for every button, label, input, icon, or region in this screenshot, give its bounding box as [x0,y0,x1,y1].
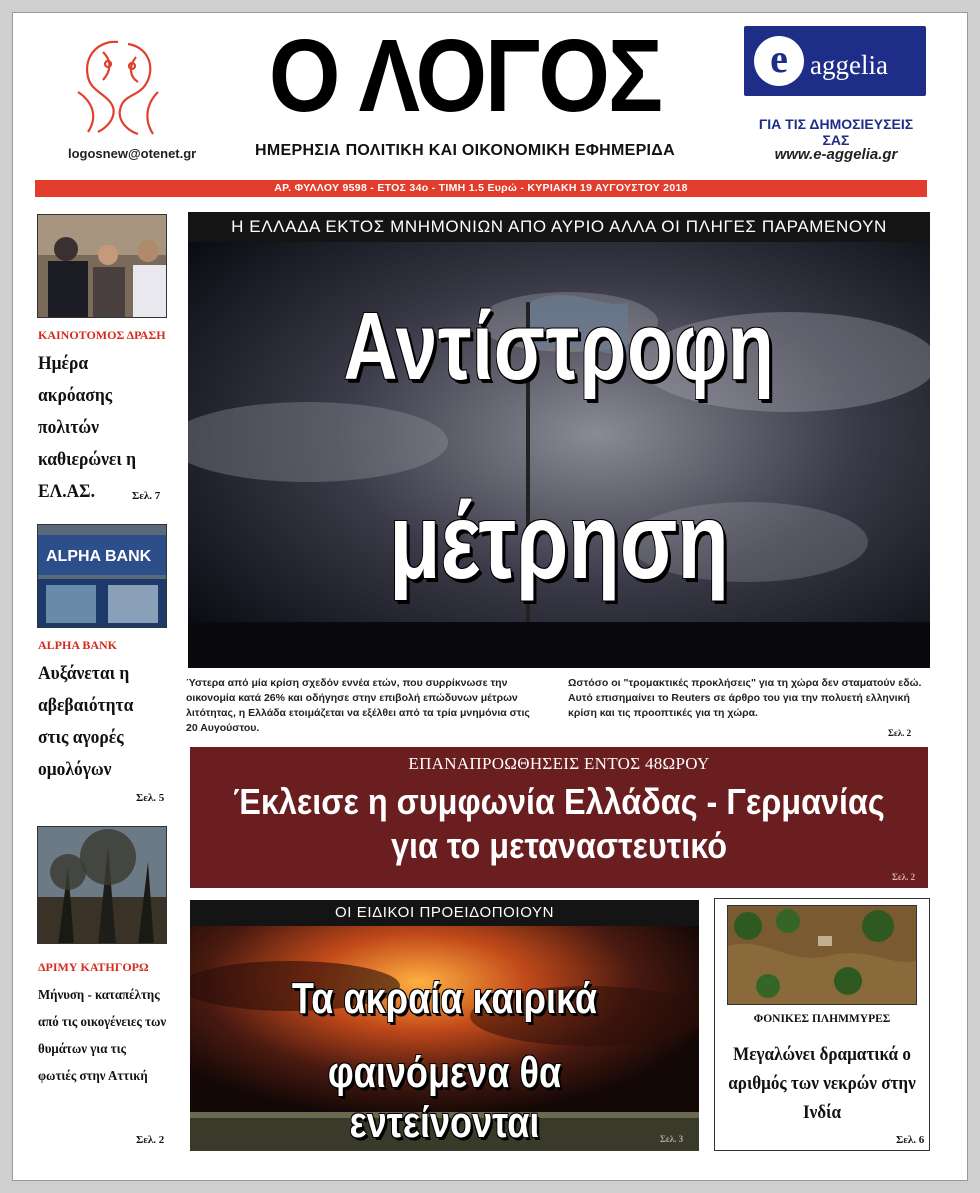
lead-caption-left: Ύστερα από μία κρίση σχεδόν εννέα ετών, που συρρίκνωσε την οικονομία κατά 26% και οδήγησε στην επιβολή επώδυνων μέτρων λιτότητας, η Ελλάδα ετοιμάζεται να εξέλθει από τα τρία μνημόνια στις 20 Αυγούστου. [186,677,530,734]
sidebar-category-2: ALPHA BANK [38,638,118,652]
weather-headline-line2[interactable]: φαινόμενα θα εντείνονται [327,1048,562,1147]
lead-page-ref: Σελ. 2 [888,728,912,738]
migration-headline-line2: για το μεταναστευτικό [390,825,728,866]
lead-headline-line1[interactable]: Αντίστροφη [343,293,775,400]
lead-caption-right: Ωστόσο οι "τρομακτικές προκλήσεις" για τη χώρα δεν σταματούν εδώ. Αυτό επισημαίνει το Reuters σε άρθρο του για την πολυετή ελληνική κρίση και τις προοπτικές για τη χώρα. [568,677,922,719]
migration-kicker: ΕΠΑΝΑΠΡΟΩΘΗΣΕΙΣ ΕΝΤΟΣ 48ΩΡΟΥ [408,754,710,773]
ad-tagline: ΓΙΑ ΤΙΣ ΔΗΜΟΣΙΕΥΣΕΙΣ ΣΑΣ [758,116,914,148]
sidebar-page-ref-1: Σελ. 7 [132,490,161,502]
migration-page-ref: Σελ. 2 [892,872,916,882]
weather-banner: ΟΙ ΕΙΔΙΚΟΙ ΠΡΟΕΙΔΟΠΟΙΟΥΝ [190,900,699,926]
sidebar-headline-1[interactable]: Ημέρα ακρόασης πολιτών καθιερώνει η ΕΛ.ΑΣ. [38,353,137,502]
issue-info-bar: ΑΡ. ΦΥΛΛΟΥ 9598 - ΕΤΟΣ 34ο - ΤΙΜΗ 1.5 Ευρώ - ΚΥΡΙΑΚΗ 19 ΑΥΓΟΥΣΤΟΥ 2018 [35,180,927,197]
sidebar-headline-2[interactable]: Αυξάνεται η αβεβαιότητα στις αγορές ομολόγων [38,663,134,780]
weather-page-ref: Σελ. 3 [660,1134,684,1144]
weather-headline-line1[interactable]: Τα ακραία καιρικά [291,974,598,1023]
sidebar-headline-3[interactable]: Μήνυση - καταπέλτης από τις οικογένειες των θυμάτων για τις φωτιές στην Αττική [38,988,167,1084]
alpha-bank-photo [37,524,167,628]
e-aggelia-logo-icon: e [754,36,804,86]
migration-story-box[interactable] [190,747,928,888]
india-page-ref: Σελ. 6 [896,1134,925,1146]
india-headline[interactable]: Μεγαλώνει δραματικά ο αριθμός των νεκρών στην Ινδία [728,1044,916,1123]
e-aggelia-wordmark: aggelia [810,50,888,80]
newspaper-title: Ο ΛΟΓΟΣ [268,19,662,134]
sidebar-page-ref-3: Σελ. 2 [136,1134,165,1146]
lead-headline-line2[interactable]: μέτρηση [389,480,729,601]
lead-banner: Η ΕΛΛΑΔΑ ΕΚΤΟΣ ΜΝΗΜΟΝΙΩΝ ΑΠΟ ΑΥΡΙΟ ΑΛΛΑ ΟΙ ΠΛΗΓΕΣ ΠΑΡΑΜΕΝΟΥΝ [188,212,930,242]
sidebar-category-1: ΚΑΙΝΟΤΟΜΟΣ ΔΡΑΣΗ [38,328,166,342]
newspaper-subtitle: ΗΜΕΡΗΣΙΑ ΠΟΛΙΤΙΚΗ ΚΑΙ ΟΙΚΟΝΟΜΙΚΗ ΕΦΗΜΕΡΙΔΑ [255,142,675,159]
migration-headline-line1: Έκλεισε η συμφωνία Ελλάδας - Γερμανίας [233,781,885,822]
burnt-forest-photo [37,826,167,944]
bank-sign-text: ALPHA BANK [46,548,152,565]
newspaper-logo-icon [58,32,178,142]
sidebar-category-3: ΔΡΙΜΥ ΚΑΤΗΓΟΡΩ [38,960,149,974]
sidebar-page-ref-2: Σελ. 5 [136,792,165,804]
flood-aerial-photo [727,905,917,1005]
police-photo [37,214,167,318]
ad-url-link[interactable]: www.e-aggelia.gr [774,146,898,163]
india-category: ΦΟΝΙΚΕΣ ΠΛΗΜΜΥΡΕΣ [753,1013,891,1025]
contact-email: logosnew@otenet.gr [68,146,197,161]
